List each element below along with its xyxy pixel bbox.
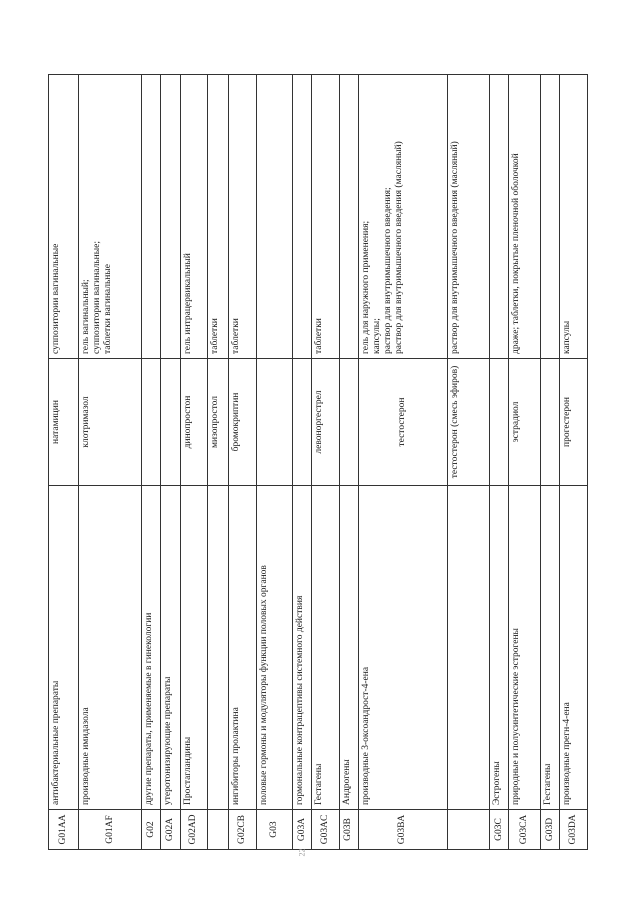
table-row [339, 75, 358, 850]
table-row [490, 75, 509, 850]
drug-table-body [49, 75, 588, 850]
table-row [541, 75, 560, 850]
page-number: 22 [297, 848, 307, 857]
group-cell: Эстрогены [490, 486, 509, 810]
code-cell: G01AA [49, 810, 79, 850]
forms-cell: таблетки [312, 75, 340, 359]
drug-table [48, 74, 588, 850]
group-cell: половые гормоны и модуляторы функции половых органов [256, 486, 292, 810]
drug-cell: левоноргестрел [312, 359, 340, 486]
forms-cell: таблетки [208, 75, 229, 359]
group-cell: производные прегн-4-ена [560, 486, 588, 810]
group-cell: Гестагены [312, 486, 340, 810]
rotated-page [48, 75, 588, 850]
group-cell [447, 486, 489, 810]
drug-cell: эстрадиол [509, 359, 541, 486]
table-row [560, 75, 588, 850]
code-cell [447, 810, 489, 850]
forms-cell: гель вагинальный; суппозитории вагинальные; таблетки вагинальные [78, 75, 142, 359]
drug-cell: динопростон [180, 359, 208, 486]
table-row [292, 75, 311, 850]
group-cell: антибактериальные препараты [49, 486, 79, 810]
forms-cell: драже; таблетки, покрытые пленочной оболочкой [509, 75, 541, 359]
group-cell: гормональные контрацептивы системного действия [292, 486, 311, 810]
code-cell: G03DA [560, 810, 588, 850]
code-cell: G03BA [358, 810, 447, 850]
forms-cell [292, 75, 311, 359]
table-row [358, 75, 447, 850]
table-row [78, 75, 142, 850]
code-cell: G03CA [509, 810, 541, 850]
drug-cell [541, 359, 560, 486]
forms-cell: гель интрацервикальный [180, 75, 208, 359]
table-row [256, 75, 292, 850]
forms-cell [161, 75, 180, 359]
table-row [447, 75, 489, 850]
group-cell: Гестагены [541, 486, 560, 810]
drug-cell: тестостерон [358, 359, 447, 486]
table-row [161, 75, 180, 850]
code-cell: G03C [490, 810, 509, 850]
forms-cell [142, 75, 161, 359]
forms-cell [339, 75, 358, 359]
drug-cell: бромокриптин [229, 359, 257, 486]
group-cell: Андрогены [339, 486, 358, 810]
table-row [312, 75, 340, 850]
group-cell: природные и полусинтетические эстрогены [509, 486, 541, 810]
drug-cell [339, 359, 358, 486]
forms-cell: раствор для внутримышечного введения (масляный) [447, 75, 489, 359]
table-row [49, 75, 79, 850]
forms-cell: таблетки [229, 75, 257, 359]
drug-cell [142, 359, 161, 486]
code-cell: G02AD [180, 810, 208, 850]
drug-cell: клотримазол [78, 359, 142, 486]
drug-cell: мизопростол [208, 359, 229, 486]
drug-cell [292, 359, 311, 486]
drug-cell [490, 359, 509, 486]
group-cell: утеротонизирующие препараты [161, 486, 180, 810]
forms-cell: суппозитории вагинальные [49, 75, 79, 359]
drug-cell: прогестерон [560, 359, 588, 486]
drug-cell [161, 359, 180, 486]
group-cell: производные имидазола [78, 486, 142, 810]
table-row [142, 75, 161, 850]
code-cell: G03D [541, 810, 560, 850]
forms-cell: капсулы [560, 75, 588, 359]
code-cell: G03B [339, 810, 358, 850]
group-cell: производные 3-оксоандрост-4-ена [358, 486, 447, 810]
group-cell [208, 486, 229, 810]
code-cell: G03A [292, 810, 311, 850]
drug-cell: натамицин [49, 359, 79, 486]
table-row [509, 75, 541, 850]
code-cell: G03AC [312, 810, 340, 850]
table-row [229, 75, 257, 850]
group-cell: ингибиторы пролактина [229, 486, 257, 810]
forms-cell [256, 75, 292, 359]
code-cell: G02 [142, 810, 161, 850]
code-cell: G03 [256, 810, 292, 850]
code-cell: G02A [161, 810, 180, 850]
table-row [208, 75, 229, 850]
drug-cell: тестостерон (смесь эфиров) [447, 359, 489, 486]
code-cell: G02CB [229, 810, 257, 850]
code-cell: G01AF [78, 810, 142, 850]
group-cell: Простагландины [180, 486, 208, 810]
code-cell [208, 810, 229, 850]
forms-cell: гель для наружного применения; капсулы; раствор для внутримышечного введения; раствор для внутримышечного введения (масляный) [358, 75, 447, 359]
drug-cell [256, 359, 292, 486]
forms-cell [490, 75, 509, 359]
table-row [180, 75, 208, 850]
forms-cell [541, 75, 560, 359]
group-cell: другие препараты, применяемые в гинекологии [142, 486, 161, 810]
